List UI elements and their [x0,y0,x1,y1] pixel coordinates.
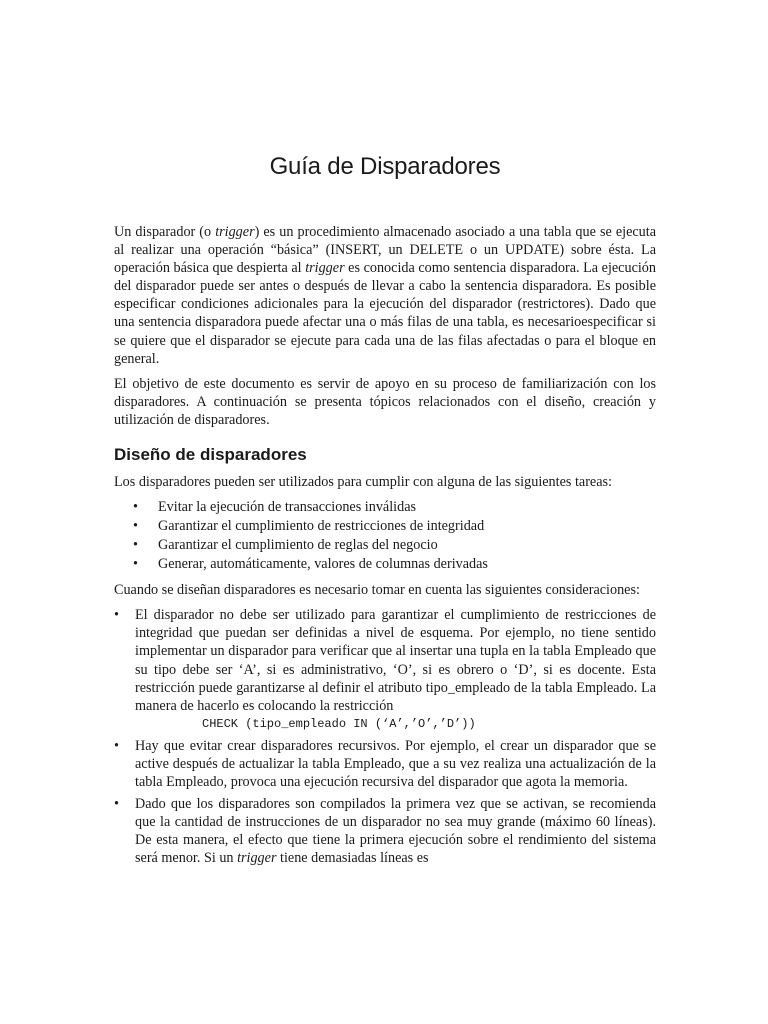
considerations-list [114,606,656,867]
task-text: Garantizar el cumplimiento de restricciones de integridad [158,518,485,535]
intro-trigger-term-1: trigger [215,224,255,240]
consideration-text: Hay que evitar crear disparadores recursivos. Por ejemplo, el crear un disparador que se active después de actualizar la tabla Empleado, que a su vez realiza una actualización de la tabla Empleado, provoca una ejecución recursiva del disparador que agota la memoria. [135,737,656,790]
intro-text-part-3: es conocida como sentencia disparadora. La ejecución del disparador puede ser antes o después de llevar a cabo la sentencia disparadora. Es posible especificar condiciones adicionales para la ejecución del disparador (restrictores). Dado que una sentencia disparadora puede afectar una o más filas de una tabla, es necesarioespecificar si se quiere que el disparador se ejecute para cada una de las filas afectadas o para el bloque en general. [114,260,656,367]
bullet-icon: • [133,537,138,554]
list-item [114,555,656,574]
document-page [114,150,656,871]
list-item [114,536,656,555]
list-item [114,795,656,867]
task-text: Evitar la ejecución de transacciones inválidas [158,499,417,516]
consideration-text [135,795,656,867]
consideration-trigger-term: trigger [237,850,277,867]
document-title: Guía de Disparadores [269,153,501,180]
bullet-icon: • [133,556,138,573]
objective-paragraph: El objetivo de este documento es servir de apoyo en su proceso de familiarización con los disparadores. A continuación se presenta tópicos relacionados con el diseño, creación y utilización de disparadores. [114,375,656,428]
list-item [114,737,656,791]
considerations-lead-paragraph: Cuando se diseñan disparadores es necesario tomar en cuenta las siguientes consideraciones: [114,582,640,599]
tasks-lead-paragraph: Los disparadores pueden ser utilizados para cumplir con alguna de las siguientes tareas: [114,474,612,491]
bullet-icon: • [114,796,119,813]
bullet-icon: • [133,518,138,535]
list-item [114,498,656,517]
task-text: Garantizar el cumplimiento de reglas del negocio [158,537,438,554]
consideration-text-part-1: Dado que los disparadores son compilados la primera vez que se activan, se recomienda que la cantidad de instrucciones de un disparador no sea muy grande (máximo 60 líneas). De esta manera, el efecto que tiene la primera ejecución sobre el rendimiento del sistema será menor. Si un [135,796,656,867]
bullet-icon: • [114,607,119,624]
task-text: Generar, automáticamente, valores de columnas derivadas [158,556,488,573]
intro-paragraph [114,223,656,368]
code-snippet: CHECK (tipo_empleado IN (‘A’,’O’,’D’)) [202,716,476,731]
bullet-icon: • [133,499,138,516]
intro-text-part-1: Un disparador (o [114,224,216,240]
section-heading-diseno: Diseño de disparadores [114,445,307,465]
list-item [114,606,656,733]
intro-trigger-term-2: trigger [305,260,345,277]
consideration-text-part-2: tiene demasiadas líneas es [276,850,429,867]
intro-text-part-2: ) es un procedimiento almacenado asociado a una tabla que se ejecuta al realizar una operación “básica” (INSERT, un DELETE o un UPDATE) sobre ésta. La operación básica que despierta al [114,224,656,277]
consideration-text: El disparador no debe ser utilizado para garantizar el cumplimiento de restricciones de integridad que puedan ser definidas a nivel de esquema. Por ejemplo, no tiene sentido implementar un disparador para verificar que al insertar una tupla en la tabla Empleado que su tipo debe ser ‘A’, si es administrativo, ‘O’, si es obrero o ‘D’, si es docente. Esta restricción puede garantizarse al definir el atributo tipo_empleado de la tabla Empleado. La manera de hacerlo es colocando la restricción [135,607,656,714]
tasks-list [114,498,656,574]
list-item [114,517,656,536]
bullet-icon: • [114,737,119,754]
